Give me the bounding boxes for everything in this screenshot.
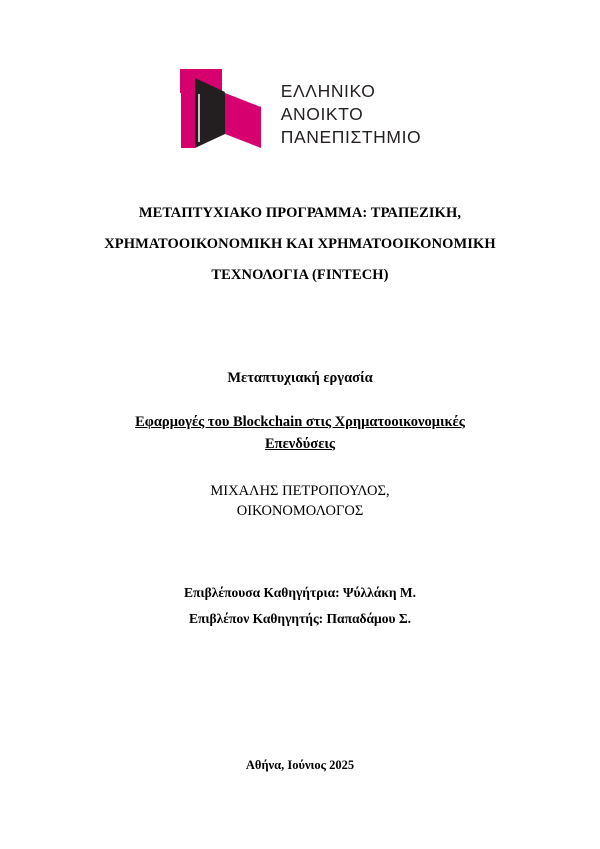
program-title	[60, 198, 540, 292]
program-title-line-1: ΜΕΤΑΠΤΥΧΙΑΚΟ ΠΡΟΓΡΑΜΜΑ: ΤΡΑΠΕΖΙΚΗ,	[138, 205, 462, 221]
program-title-line-2: ΧΡΗΜΑΤΟΟΙΚΟΝΟΜΙΚΗ ΚΑΙ ΧΡΗΜΑΤΟΟΙΚΟΝΟΜΙΚΗ	[104, 236, 496, 253]
footer-section	[50, 758, 550, 773]
author-name: ΜΙΧΑΛΗΣ ΠΕΤΡΟΠΟΥΛΟΣ,	[210, 483, 390, 499]
logo-text-line-3: ΠΑΝΕΠΙΣΤΗΜΙΟ	[280, 127, 422, 148]
thesis-type-label: Μεταπτυχιακή εργασία	[227, 370, 373, 386]
program-title-line-3: ΤΕΧΝΟΛΟΓΙΑ (FINTECH)	[211, 267, 389, 284]
author-section	[50, 481, 550, 521]
university-logo	[0, 68, 600, 150]
supervisors-section	[50, 580, 550, 631]
place-and-date: Αθήνα, Ιούνιος 2025	[245, 758, 355, 772]
open-book-logo-mark	[179, 68, 271, 150]
thesis-title-line-2: Επενδύσεις	[264, 435, 336, 452]
supervisor-line-1: Επιβλέπουσα Καθηγήτρια: Ψύλλάκη Μ.	[184, 585, 416, 600]
logo-text-line-2: ΑΝΟΙΚΤΟ	[280, 104, 364, 125]
author-role: ΟΙΚΟΝΟΜΟΛΟΓΟΣ	[236, 503, 364, 519]
thesis-title-line-1: Εφαρμογές του Blockchain στις Χρηματοοικονομικές	[135, 413, 465, 430]
supervisor-line-2: Επιβλέπον Καθηγητής: Παπαδάμου Σ.	[188, 610, 412, 626]
thesis-section	[50, 368, 550, 455]
logo-text-line-1: ΕΛΛΗΝΙΚΟ	[280, 81, 376, 101]
